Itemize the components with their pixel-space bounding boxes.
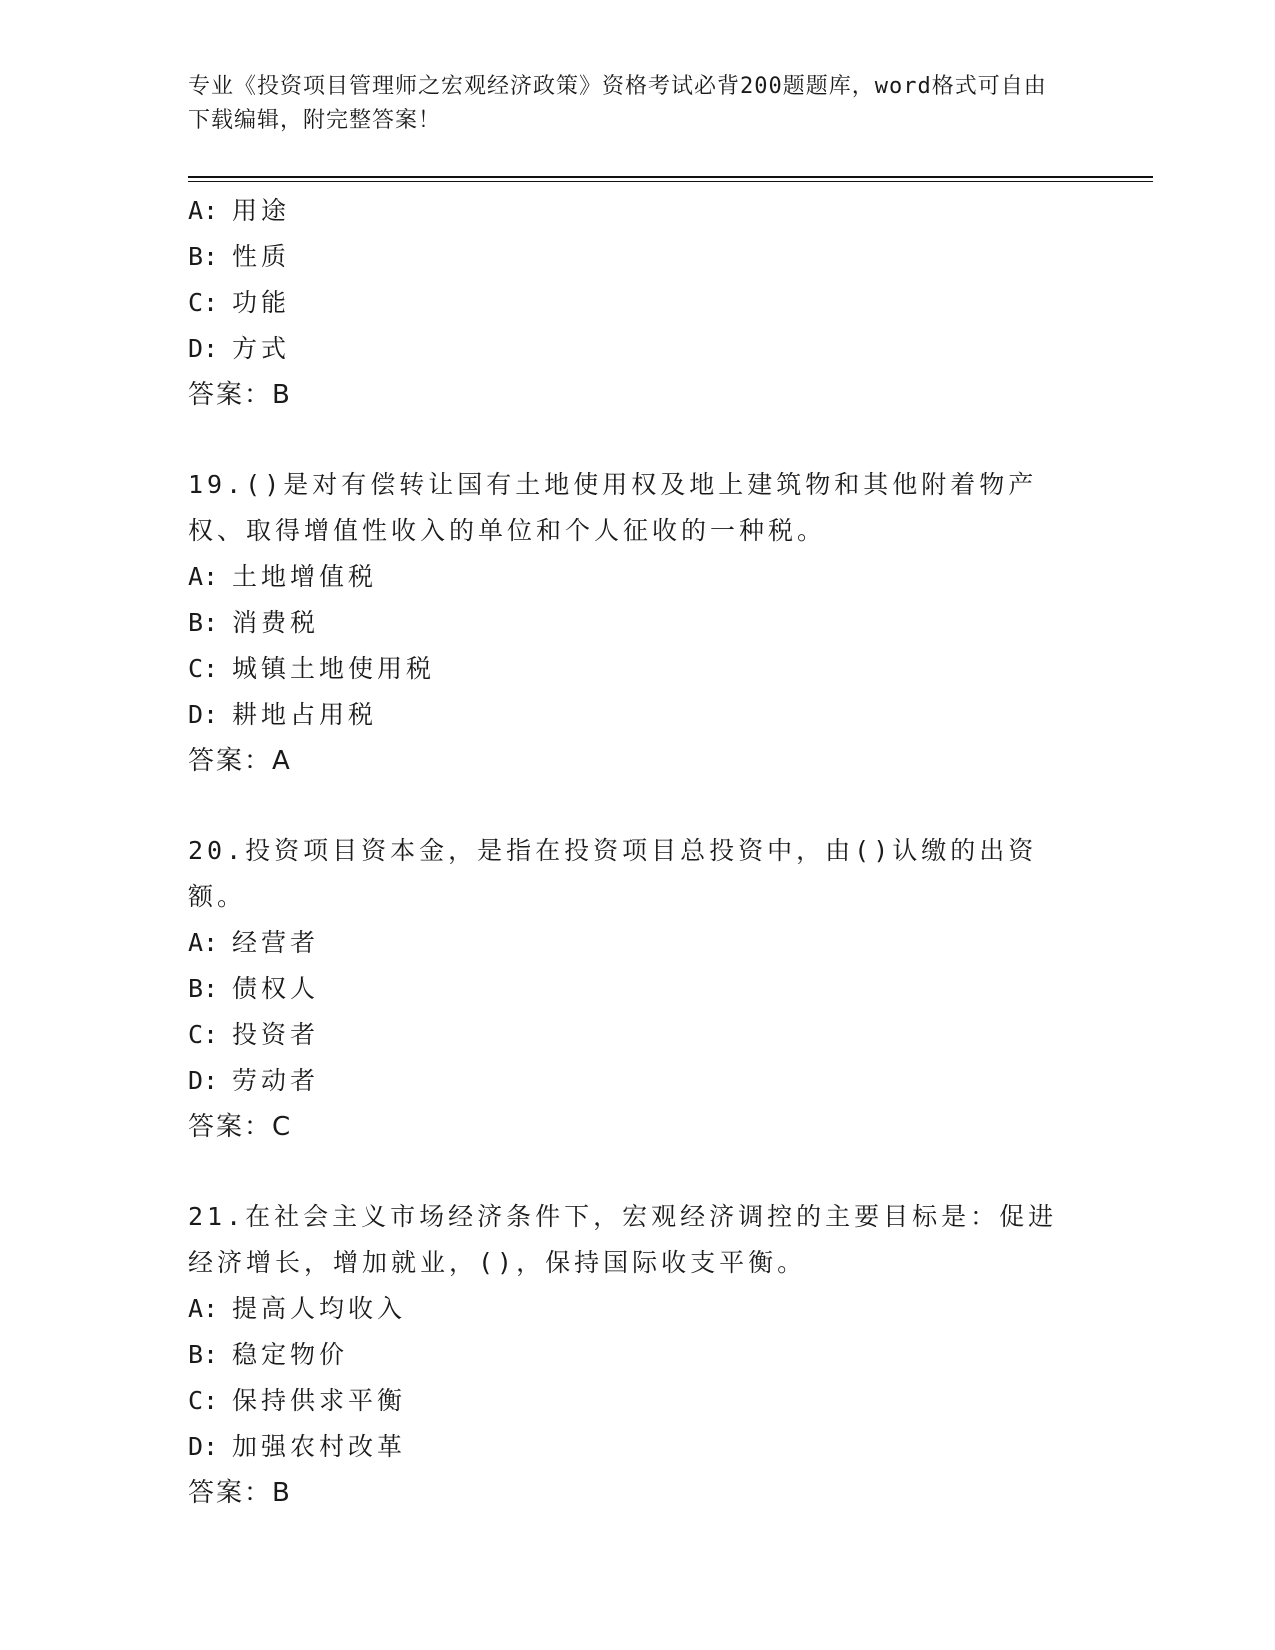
option-b: B: 稳定物价 xyxy=(188,1340,349,1369)
option-b: B: 性质 xyxy=(188,242,291,271)
header-rule-thin xyxy=(188,181,1153,182)
option-c: C: 城镇土地使用税 xyxy=(188,654,436,683)
answer-line: 答案：B xyxy=(188,1478,292,1508)
question-list xyxy=(188,188,1088,1516)
option-d: D: 方式 xyxy=(188,334,291,363)
option-d: D: 劳动者 xyxy=(188,1066,320,1095)
answer-line: 答案：C xyxy=(188,1112,293,1142)
option-d: D: 加强农村改革 xyxy=(188,1432,407,1461)
question-20 xyxy=(188,828,1088,1150)
header-rule-thick xyxy=(188,176,1153,178)
question-stem: 20.投资项目资本金，是指在投资项目总投资中，由()认缴的出资额。 xyxy=(188,836,1038,911)
option-a: A: 用途 xyxy=(188,196,291,225)
question-stem: 21.在社会主义市场经济条件下，宏观经济调控的主要目标是：促进经济增长，增加就业，()，保持国际收支平衡。 xyxy=(188,1202,1058,1277)
answer-line: 答案：A xyxy=(188,746,292,776)
option-c: C: 保持供求平衡 xyxy=(188,1386,407,1415)
question-21 xyxy=(188,1194,1088,1516)
answer-line: 答案：B xyxy=(188,380,292,410)
question-stem: 19.()是对有偿转让国有土地使用权及地上建筑物和其他附着物产权、取得增值性收入的单位和个人征收的一种税。 xyxy=(188,470,1038,545)
option-a: A: 土地增值税 xyxy=(188,562,378,591)
option-c: C: 功能 xyxy=(188,288,291,317)
option-d: D: 耕地占用税 xyxy=(188,700,378,729)
option-b: B: 债权人 xyxy=(188,974,320,1003)
option-a: A: 经营者 xyxy=(188,928,320,957)
option-a: A: 提高人均收入 xyxy=(188,1294,407,1323)
option-c: C: 投资者 xyxy=(188,1020,320,1049)
question-19 xyxy=(188,462,1088,784)
option-b: B: 消费税 xyxy=(188,608,320,637)
question-18-tail xyxy=(188,188,1088,418)
page-header: 专业《投资项目管理师之宏观经济政策》资格考试必背200题题库，word格式可自由下载编辑，附完整答案！ xyxy=(188,74,1047,133)
